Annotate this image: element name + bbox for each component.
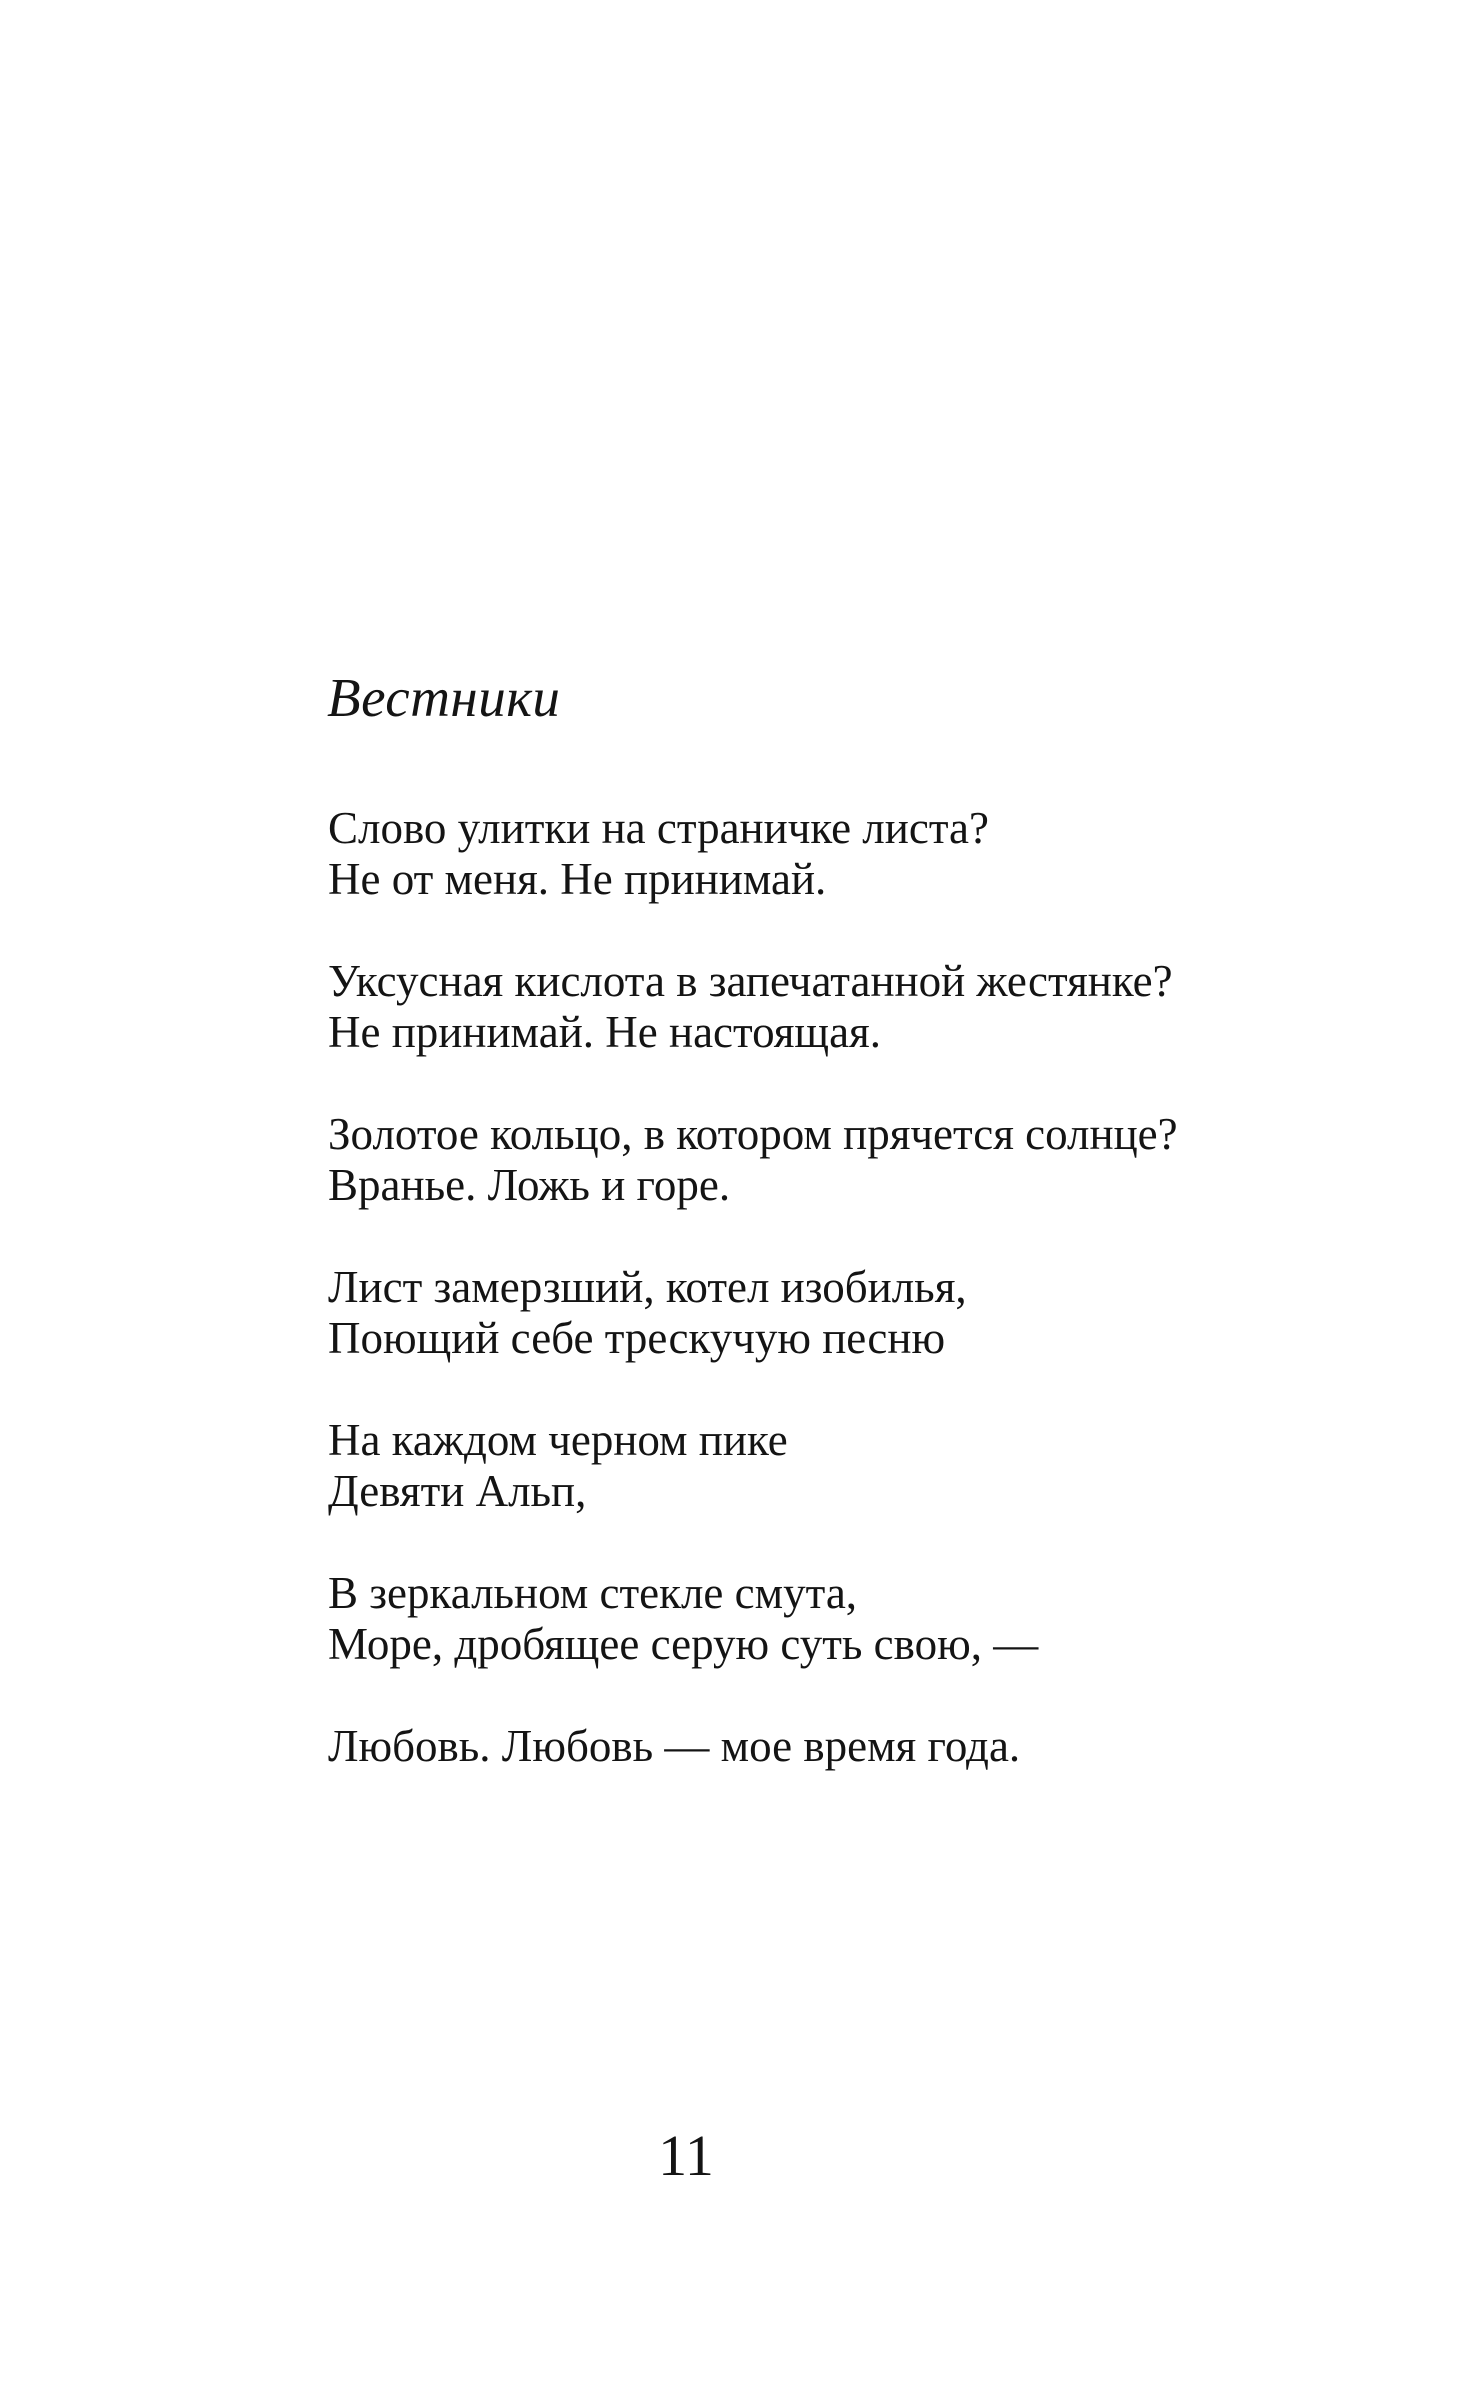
- stanza: [328, 1568, 1428, 1670]
- stanza: [328, 803, 1428, 905]
- poem-line: Лист замерзший, котел изобилья,: [328, 1262, 967, 1312]
- poem: [328, 803, 1428, 1823]
- poem-line: Не от меня. Не принимай.: [328, 854, 827, 904]
- page-number: 11: [658, 2123, 714, 2188]
- poem-line: Вранье. Ложь и горе.: [328, 1160, 731, 1210]
- stanza: [328, 956, 1428, 1058]
- poem-line: Море, дробящее серую суть свою, —: [328, 1619, 1039, 1669]
- poem-line: Не принимай. Не настоящая.: [328, 1007, 882, 1057]
- poem-line: Любовь. Любовь — мое время года.: [328, 1721, 1021, 1771]
- stanza: [328, 1262, 1428, 1364]
- poem-line: Слово улитки на страничке листа?: [328, 803, 989, 853]
- poem-line: Уксусная кислота в запечатанной жестянке?: [328, 956, 1173, 1006]
- poem-line: Девяти Альп,: [328, 1466, 587, 1516]
- poem-title: Вестники: [327, 667, 561, 728]
- poem-line: В зеркальном стекле смута,: [328, 1568, 858, 1618]
- stanza: [328, 1109, 1428, 1211]
- poem-line: На каждом черном пике: [328, 1415, 788, 1465]
- stanza: [328, 1721, 1428, 1772]
- poem-line: Золотое кольцо, в котором прячется солнце?: [328, 1109, 1178, 1159]
- poem-line: Поющий себе трескучую песню: [328, 1313, 946, 1363]
- stanza: [328, 1415, 1428, 1517]
